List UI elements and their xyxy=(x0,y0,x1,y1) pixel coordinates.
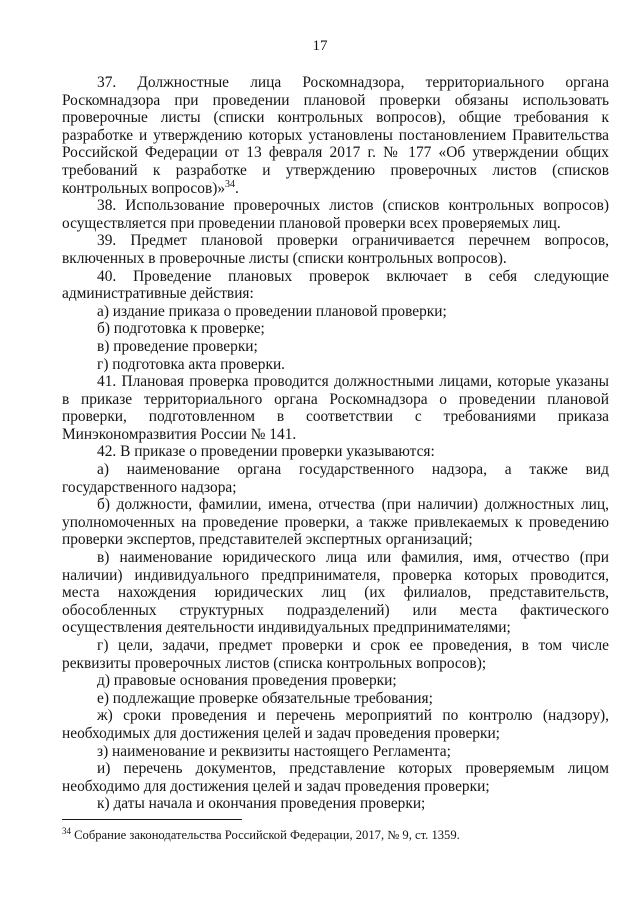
footnote-mark: 34 xyxy=(62,825,71,836)
paragraph-tail: . xyxy=(235,179,239,197)
paragraph xyxy=(62,74,609,197)
footnote xyxy=(62,825,609,843)
paragraph xyxy=(62,637,609,672)
document-body xyxy=(62,74,609,813)
paragraph xyxy=(62,443,609,461)
footnote-text: Собрание законодательства Российской Федерации, 2017, № 9, ст. 1359. xyxy=(71,828,460,842)
paragraph-text: 39. Предмет плановой проверки ограничивается перечнем вопросов, включенных в проверочные листы (списки контрольных вопросов). xyxy=(62,232,609,267)
paragraph-text: 42. В приказе о проведении проверки указываются: xyxy=(97,443,435,461)
paragraph-text: а) наименование органа государственного надзора, а также вид государственного надзора; xyxy=(62,461,609,496)
paragraph-text: б) должности, фамилии, имена, отчества (при наличии) должностных лиц, уполномоченных на проведение проверки, а также привлекаемых к проведению проверки экспертов, представителей экспертных организаций; xyxy=(62,496,609,549)
paragraph xyxy=(62,690,609,708)
paragraph xyxy=(62,707,609,742)
paragraph-text: 37. Должностные лица Роскомнадзора, территориального органа Роскомнадзора при проведении плановой проверки обязаны использовать проверочные листы (списки контрольных вопросов), общие требования к разработке и утверждению которых установлены постановлением Правительства Российской Федерации от 13 февраля 2017 г. № 177 «Об утверждении общих требований к разработке и утверждению проверочных листов (списков контрольных вопросов)» xyxy=(62,74,609,197)
paragraph xyxy=(62,549,609,637)
footnote-separator xyxy=(62,819,242,820)
paragraph-text: е) подлежащие проверке обязательные требования; xyxy=(97,689,433,707)
paragraph-text: г) цели, задачи, предмет проверки и срок ее проведения, в том числе реквизиты проверочных листов (списка контрольных вопросов); xyxy=(62,637,609,672)
paragraph xyxy=(62,672,609,690)
paragraph-text: б) подготовка к проверке; xyxy=(97,320,265,338)
paragraph xyxy=(62,461,609,496)
paragraph-text: в) наименование юридического лица или фамилия, имя, отчество (при наличии) индивидуального предпринимателя, проверка которых проводится, места нахождения юридических лиц (их филиалов, представительств, обособленных структурных подразделений) или места фактического осуществления деятельности индивидуальных предпринимателями; xyxy=(62,549,609,637)
paragraph xyxy=(62,496,609,549)
footnote-reference: 34 xyxy=(225,178,236,190)
paragraph-text: 41. Плановая проверка проводится должностными лицами, которые указаны в приказе территориального органа Роскомнадзора о проведении плановой проверки, подготовленном в соответствии с требованиями приказа Минэкономразвития России № 141. xyxy=(62,373,609,443)
paragraph-text: в) проведение проверки; xyxy=(97,337,258,355)
paragraph-text: 38. Использование проверочных листов (списков контрольных вопросов) осуществляется при проведении плановой проверки всех проверяемых лиц. xyxy=(62,197,609,232)
paragraph-text: г) подготовка акта проверки. xyxy=(97,355,286,373)
paragraph-text: 40. Проведение плановых проверок включает в себя следующие административные действия: xyxy=(62,267,609,303)
paragraph-text: з) наименование и реквизиты настоящего Регламента; xyxy=(97,742,451,760)
paragraph-text: к) даты начала и окончания проведения проверки; xyxy=(97,795,426,813)
paragraph xyxy=(62,303,609,321)
page-number: 17 xyxy=(312,38,328,54)
paragraph xyxy=(62,232,609,267)
paragraph xyxy=(62,320,609,338)
paragraph xyxy=(62,373,609,443)
paragraph xyxy=(62,795,609,813)
paragraph xyxy=(62,760,609,795)
paragraph-text: и) перечень документов, представление которых проверяемым лицом необходимо для достижения целей и задач проведения проверки; xyxy=(62,760,609,795)
paragraph xyxy=(62,338,609,356)
paragraph-text: д) правовые основания проведения проверки; xyxy=(97,672,397,690)
paragraph xyxy=(62,356,609,374)
paragraph xyxy=(62,197,609,232)
paragraph xyxy=(62,743,609,761)
paragraph xyxy=(62,268,609,303)
paragraph-text: ж) сроки проведения и перечень мероприятий по контролю (надзору), необходимых для достижения целей и задач проведения проверки; xyxy=(62,707,609,742)
paragraph-text: а) издание приказа о проведении плановой проверки; xyxy=(97,302,447,320)
